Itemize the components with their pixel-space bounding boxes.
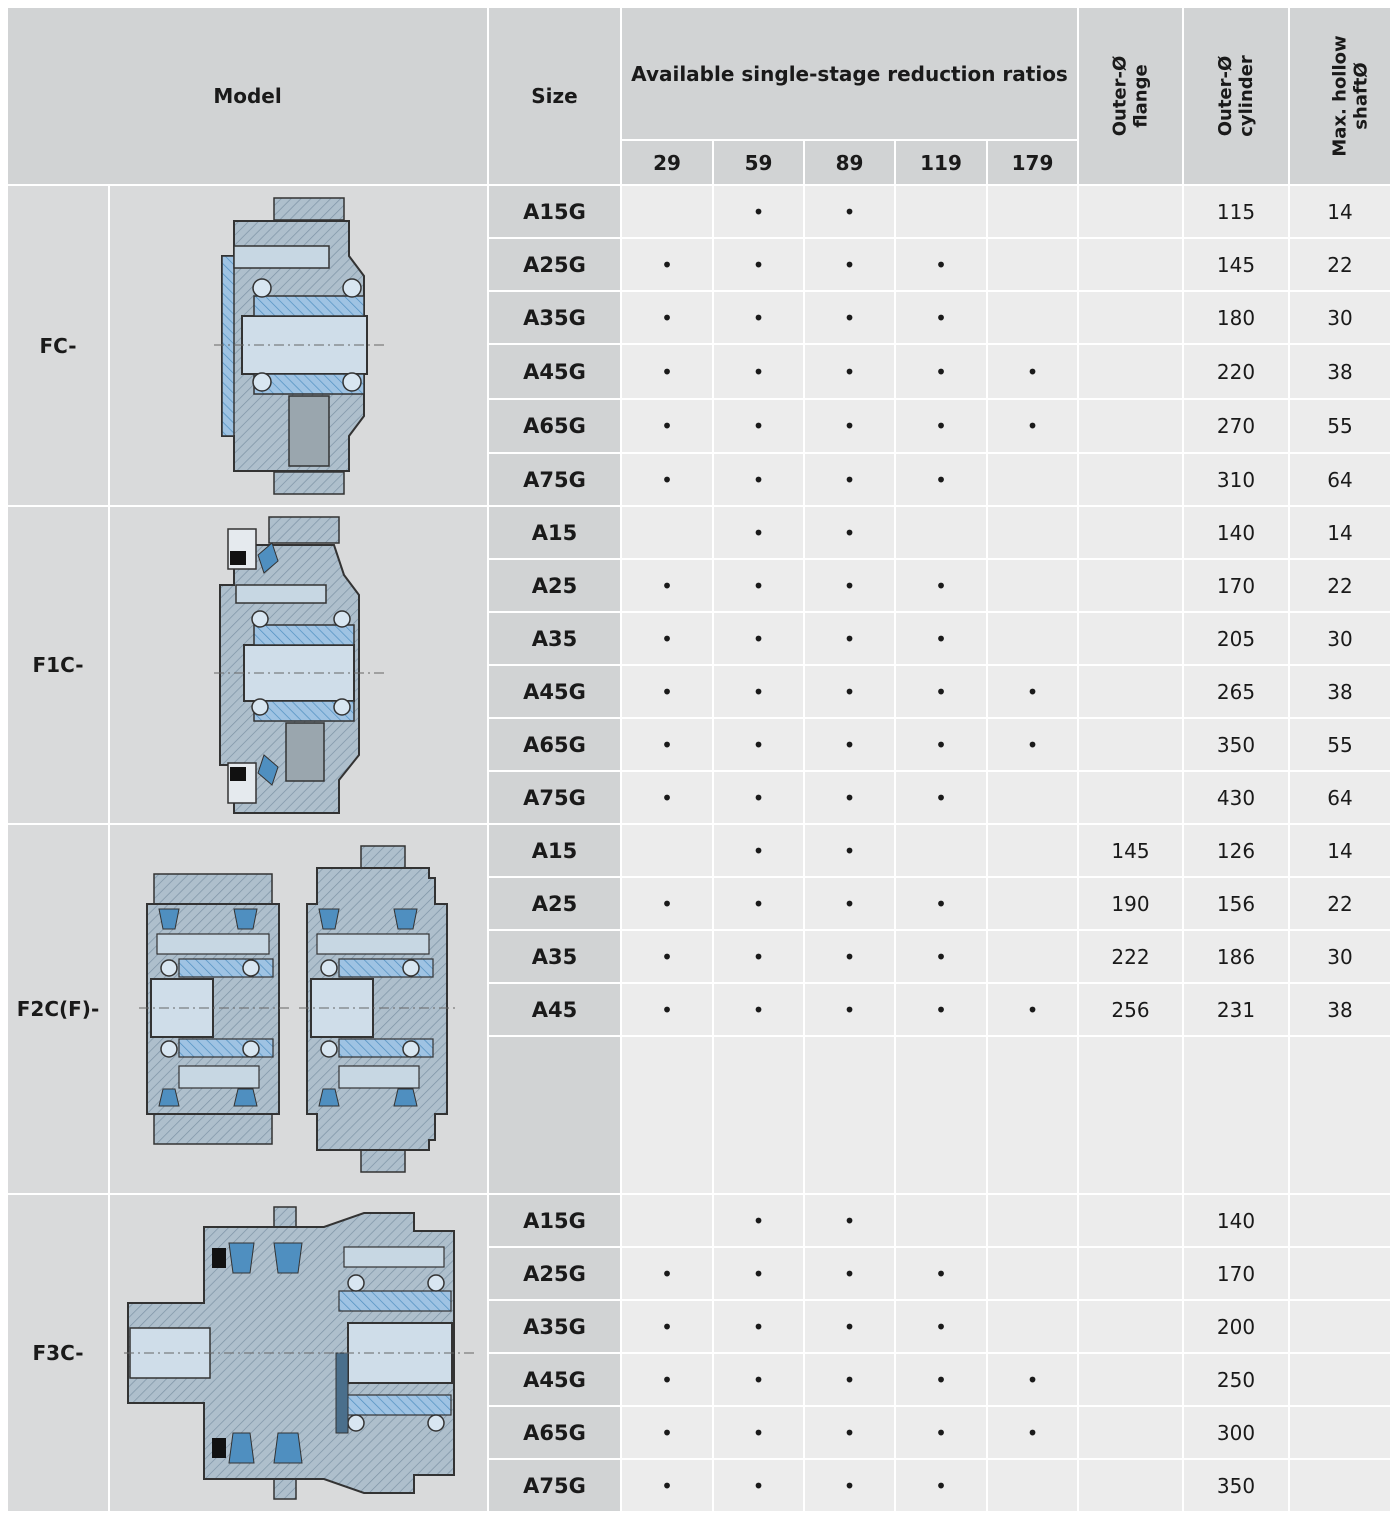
hollow-shaft-cell: 30 bbox=[1289, 612, 1390, 665]
ratio-cell: • bbox=[621, 559, 713, 612]
ratio-cell: • bbox=[621, 1459, 713, 1512]
hollow-shaft-cell: 55 bbox=[1289, 399, 1390, 453]
hollow-shaft-cell: 14 bbox=[1289, 824, 1390, 877]
ratio-cell bbox=[987, 824, 1078, 877]
size-cell: A75G bbox=[488, 771, 621, 824]
flange-cell: 145 bbox=[1078, 824, 1183, 877]
size-cell: A25 bbox=[488, 877, 621, 930]
hollow-shaft-cell: 64 bbox=[1289, 453, 1390, 506]
ratio-cell bbox=[987, 238, 1078, 291]
ratio-cell: • bbox=[987, 344, 1078, 399]
flange-cell bbox=[1078, 399, 1183, 453]
ratio-cell: • bbox=[713, 1194, 804, 1247]
ratio-cell: • bbox=[621, 399, 713, 453]
ratio-cell bbox=[987, 185, 1078, 238]
flange-cell: 256 bbox=[1078, 983, 1183, 1036]
ratio-cell: • bbox=[804, 718, 895, 771]
hollow-shaft-cell: 22 bbox=[1289, 877, 1390, 930]
ratio-cell: • bbox=[895, 877, 987, 930]
cylinder-cell: 186 bbox=[1183, 930, 1289, 983]
ratio-cell bbox=[987, 453, 1078, 506]
size-cell: A65G bbox=[488, 399, 621, 453]
ratio-cell: • bbox=[804, 1353, 895, 1406]
model-drawing bbox=[109, 1194, 488, 1512]
size-cell: A75G bbox=[488, 1459, 621, 1512]
ratio-cell: • bbox=[713, 1459, 804, 1512]
header-ratio-29: 29 bbox=[621, 140, 713, 185]
ratio-cell: • bbox=[804, 1247, 895, 1300]
spec-body bbox=[7, 185, 1390, 1512]
ratio-cell: • bbox=[895, 399, 987, 453]
blank-cell bbox=[1078, 1036, 1183, 1194]
ratio-cell: • bbox=[804, 1406, 895, 1459]
ratio-cell: • bbox=[713, 291, 804, 344]
cylinder-cell: 270 bbox=[1183, 399, 1289, 453]
hollow-shaft-cell: 64 bbox=[1289, 771, 1390, 824]
ratio-cell: • bbox=[804, 1459, 895, 1512]
flange-cell bbox=[1078, 506, 1183, 559]
header-size: Size bbox=[488, 7, 621, 185]
ratio-cell bbox=[987, 771, 1078, 824]
ratio-cell: • bbox=[713, 238, 804, 291]
blank-cell bbox=[1289, 1036, 1390, 1194]
gearbox-cross-section-icon bbox=[214, 515, 384, 815]
flange-cell bbox=[1078, 559, 1183, 612]
ratio-cell: • bbox=[895, 1247, 987, 1300]
ratio-cell bbox=[987, 930, 1078, 983]
gearbox-cross-section-icon bbox=[139, 844, 459, 1174]
ratio-cell bbox=[621, 1194, 713, 1247]
hollow-shaft-cell: 22 bbox=[1289, 559, 1390, 612]
size-cell: A15G bbox=[488, 1194, 621, 1247]
blank-cell bbox=[1183, 1036, 1289, 1194]
ratio-cell: • bbox=[713, 559, 804, 612]
blank-cell bbox=[804, 1036, 895, 1194]
model-name: F1C- bbox=[7, 506, 109, 824]
flange-cell bbox=[1078, 1406, 1183, 1459]
hollow-shaft-cell: 14 bbox=[1289, 185, 1390, 238]
cylinder-cell: 140 bbox=[1183, 506, 1289, 559]
ratio-cell: • bbox=[713, 824, 804, 877]
model-name: FC- bbox=[7, 185, 109, 506]
ratio-cell: • bbox=[895, 1406, 987, 1459]
ratio-cell: • bbox=[895, 771, 987, 824]
ratio-cell bbox=[895, 1194, 987, 1247]
ratio-cell: • bbox=[987, 665, 1078, 718]
cylinder-cell: 200 bbox=[1183, 1300, 1289, 1353]
ratio-cell: • bbox=[621, 1300, 713, 1353]
size-cell: A25G bbox=[488, 238, 621, 291]
gearbox-cross-section-icon bbox=[124, 1203, 474, 1503]
ratio-cell: • bbox=[895, 1353, 987, 1406]
ratio-cell: • bbox=[621, 453, 713, 506]
flange-cell bbox=[1078, 1300, 1183, 1353]
ratio-cell: • bbox=[804, 559, 895, 612]
ratio-cell bbox=[621, 824, 713, 877]
ratio-cell: • bbox=[713, 344, 804, 399]
ratio-cell: • bbox=[804, 877, 895, 930]
hollow-shaft-cell bbox=[1289, 1300, 1390, 1353]
hollow-shaft-cell: 38 bbox=[1289, 344, 1390, 399]
ratio-cell: • bbox=[895, 983, 987, 1036]
ratio-cell: • bbox=[621, 1406, 713, 1459]
ratio-cell: • bbox=[621, 238, 713, 291]
ratio-cell: • bbox=[895, 612, 987, 665]
flange-cell: 190 bbox=[1078, 877, 1183, 930]
header-model: Model bbox=[7, 7, 488, 185]
ratio-cell: • bbox=[804, 291, 895, 344]
header-hollow-line1: Max. hollow bbox=[1329, 35, 1351, 157]
ratio-cell: • bbox=[804, 453, 895, 506]
ratio-cell: • bbox=[804, 506, 895, 559]
ratio-cell: • bbox=[621, 344, 713, 399]
ratio-cell bbox=[895, 506, 987, 559]
ratio-cell: • bbox=[895, 453, 987, 506]
ratio-cell: • bbox=[713, 612, 804, 665]
cylinder-cell: 350 bbox=[1183, 1459, 1289, 1512]
ratio-cell: • bbox=[621, 1353, 713, 1406]
ratio-cell bbox=[621, 185, 713, 238]
hollow-shaft-cell: 14 bbox=[1289, 506, 1390, 559]
cylinder-cell: 180 bbox=[1183, 291, 1289, 344]
cylinder-cell: 430 bbox=[1183, 771, 1289, 824]
size-cell: A35 bbox=[488, 930, 621, 983]
model-drawing bbox=[109, 185, 488, 506]
model-name: F3C- bbox=[7, 1194, 109, 1512]
header-ratio-119: 119 bbox=[895, 140, 987, 185]
ratio-cell bbox=[895, 824, 987, 877]
ratio-cell: • bbox=[713, 399, 804, 453]
ratio-cell: • bbox=[804, 185, 895, 238]
size-cell: A25 bbox=[488, 559, 621, 612]
size-cell: A25G bbox=[488, 1247, 621, 1300]
ratio-cell: • bbox=[713, 665, 804, 718]
size-cell: A75G bbox=[488, 453, 621, 506]
ratio-cell: • bbox=[895, 930, 987, 983]
ratio-cell: • bbox=[713, 983, 804, 1036]
cylinder-cell: 231 bbox=[1183, 983, 1289, 1036]
ratio-cell: • bbox=[804, 824, 895, 877]
flange-cell: 222 bbox=[1078, 930, 1183, 983]
hollow-shaft-cell bbox=[1289, 1459, 1390, 1512]
ratio-cell bbox=[987, 612, 1078, 665]
size-cell: A45G bbox=[488, 665, 621, 718]
hollow-shaft-cell bbox=[1289, 1247, 1390, 1300]
table-row bbox=[7, 506, 1390, 559]
ratio-cell: • bbox=[713, 1353, 804, 1406]
ratio-cell: • bbox=[987, 1353, 1078, 1406]
size-cell: A65G bbox=[488, 1406, 621, 1459]
header-ratio-179: 179 bbox=[987, 140, 1078, 185]
blank-cell bbox=[488, 1036, 621, 1194]
ratio-cell bbox=[987, 506, 1078, 559]
ratio-cell: • bbox=[804, 1300, 895, 1353]
ratio-cell: • bbox=[713, 506, 804, 559]
ratio-cell: • bbox=[621, 771, 713, 824]
ratio-cell: • bbox=[713, 1406, 804, 1459]
size-cell: A35G bbox=[488, 291, 621, 344]
size-cell: A35 bbox=[488, 612, 621, 665]
hollow-shaft-cell: 38 bbox=[1289, 665, 1390, 718]
flange-cell bbox=[1078, 344, 1183, 399]
ratio-cell: • bbox=[713, 185, 804, 238]
table-row bbox=[7, 824, 1390, 877]
table-row bbox=[7, 185, 1390, 238]
ratio-cell: • bbox=[895, 1300, 987, 1353]
header-cylinder-line2: cylinder bbox=[1236, 55, 1258, 137]
ratio-cell: • bbox=[621, 983, 713, 1036]
ratio-cell: • bbox=[804, 1194, 895, 1247]
model-name: F2C(F)- bbox=[7, 824, 109, 1194]
cylinder-cell: 170 bbox=[1183, 559, 1289, 612]
cylinder-cell: 170 bbox=[1183, 1247, 1289, 1300]
blank-cell bbox=[713, 1036, 804, 1194]
cylinder-cell: 310 bbox=[1183, 453, 1289, 506]
hollow-shaft-cell: 30 bbox=[1289, 930, 1390, 983]
ratio-cell: • bbox=[987, 399, 1078, 453]
ratio-cell: • bbox=[895, 665, 987, 718]
cylinder-cell: 250 bbox=[1183, 1353, 1289, 1406]
flange-cell bbox=[1078, 453, 1183, 506]
ratio-cell: • bbox=[621, 291, 713, 344]
ratio-cell bbox=[987, 877, 1078, 930]
gearbox-cross-section-icon bbox=[214, 196, 384, 496]
cylinder-cell: 115 bbox=[1183, 185, 1289, 238]
ratio-cell: • bbox=[804, 612, 895, 665]
header-ratio-89: 89 bbox=[804, 140, 895, 185]
size-cell: A45 bbox=[488, 983, 621, 1036]
spec-table bbox=[6, 6, 1390, 1513]
ratio-cell: • bbox=[713, 930, 804, 983]
size-cell: A35G bbox=[488, 1300, 621, 1353]
size-cell: A45G bbox=[488, 344, 621, 399]
ratio-cell: • bbox=[621, 612, 713, 665]
ratio-cell: • bbox=[804, 930, 895, 983]
header-outer-cylinder bbox=[1183, 7, 1289, 185]
flange-cell bbox=[1078, 291, 1183, 344]
model-drawing bbox=[109, 824, 488, 1194]
flange-cell bbox=[1078, 1459, 1183, 1512]
ratio-cell bbox=[987, 559, 1078, 612]
header-ratios-title: Available single-stage reduction ratios bbox=[621, 7, 1078, 140]
ratio-cell: • bbox=[804, 665, 895, 718]
size-cell: A15G bbox=[488, 185, 621, 238]
cylinder-cell: 156 bbox=[1183, 877, 1289, 930]
blank-cell bbox=[621, 1036, 713, 1194]
ratio-cell: • bbox=[895, 718, 987, 771]
flange-cell bbox=[1078, 771, 1183, 824]
flange-cell bbox=[1078, 185, 1183, 238]
flange-cell bbox=[1078, 665, 1183, 718]
flange-cell bbox=[1078, 238, 1183, 291]
ratio-cell: • bbox=[987, 983, 1078, 1036]
model-drawing bbox=[109, 506, 488, 824]
cylinder-cell: 140 bbox=[1183, 1194, 1289, 1247]
cylinder-cell: 265 bbox=[1183, 665, 1289, 718]
size-cell: A15 bbox=[488, 824, 621, 877]
ratio-cell: • bbox=[804, 771, 895, 824]
ratio-cell bbox=[621, 506, 713, 559]
hollow-shaft-cell: 38 bbox=[1289, 983, 1390, 1036]
header-flange-line1: Outer-Ø bbox=[1109, 55, 1131, 137]
header-outer-flange bbox=[1078, 7, 1183, 185]
flange-cell bbox=[1078, 1194, 1183, 1247]
flange-cell bbox=[1078, 1247, 1183, 1300]
hollow-shaft-cell bbox=[1289, 1406, 1390, 1459]
ratio-cell: • bbox=[621, 718, 713, 771]
flange-cell bbox=[1078, 612, 1183, 665]
blank-cell bbox=[895, 1036, 987, 1194]
size-cell: A15 bbox=[488, 506, 621, 559]
cylinder-cell: 145 bbox=[1183, 238, 1289, 291]
hollow-shaft-cell: 22 bbox=[1289, 238, 1390, 291]
ratio-cell: • bbox=[713, 453, 804, 506]
ratio-cell bbox=[987, 1459, 1078, 1512]
cylinder-cell: 350 bbox=[1183, 718, 1289, 771]
hollow-shaft-cell bbox=[1289, 1194, 1390, 1247]
header-hollow-line2: shaftØ bbox=[1350, 62, 1372, 130]
table-row bbox=[7, 1194, 1390, 1247]
ratio-cell: • bbox=[804, 238, 895, 291]
ratio-cell bbox=[987, 291, 1078, 344]
header-flange-line2: flange bbox=[1130, 64, 1152, 128]
ratio-cell: • bbox=[621, 1247, 713, 1300]
ratio-cell: • bbox=[621, 877, 713, 930]
ratio-cell: • bbox=[987, 1406, 1078, 1459]
ratio-cell bbox=[895, 185, 987, 238]
size-cell: A65G bbox=[488, 718, 621, 771]
ratio-cell: • bbox=[713, 771, 804, 824]
ratio-cell: • bbox=[713, 718, 804, 771]
ratio-cell: • bbox=[895, 291, 987, 344]
ratio-cell: • bbox=[895, 238, 987, 291]
size-cell: A45G bbox=[488, 1353, 621, 1406]
hollow-shaft-cell bbox=[1289, 1353, 1390, 1406]
cylinder-cell: 300 bbox=[1183, 1406, 1289, 1459]
header-cylinder-line1: Outer-Ø bbox=[1215, 55, 1237, 137]
ratio-cell: • bbox=[804, 399, 895, 453]
ratio-cell: • bbox=[987, 718, 1078, 771]
header-ratio-59: 59 bbox=[713, 140, 804, 185]
ratio-cell: • bbox=[713, 1300, 804, 1353]
ratio-cell: • bbox=[713, 877, 804, 930]
ratio-cell bbox=[987, 1247, 1078, 1300]
ratio-cell: • bbox=[804, 983, 895, 1036]
flange-cell bbox=[1078, 718, 1183, 771]
hollow-shaft-cell: 55 bbox=[1289, 718, 1390, 771]
ratio-cell: • bbox=[621, 665, 713, 718]
ratio-cell: • bbox=[895, 1459, 987, 1512]
header-max-hollow-shaft bbox=[1289, 7, 1390, 185]
ratio-cell bbox=[987, 1194, 1078, 1247]
cylinder-cell: 205 bbox=[1183, 612, 1289, 665]
ratio-cell: • bbox=[895, 559, 987, 612]
ratio-cell: • bbox=[713, 1247, 804, 1300]
ratio-cell: • bbox=[621, 930, 713, 983]
blank-cell bbox=[987, 1036, 1078, 1194]
ratio-cell: • bbox=[895, 344, 987, 399]
hollow-shaft-cell: 30 bbox=[1289, 291, 1390, 344]
ratio-cell bbox=[987, 1300, 1078, 1353]
flange-cell bbox=[1078, 1353, 1183, 1406]
cylinder-cell: 126 bbox=[1183, 824, 1289, 877]
ratio-cell: • bbox=[804, 344, 895, 399]
cylinder-cell: 220 bbox=[1183, 344, 1289, 399]
